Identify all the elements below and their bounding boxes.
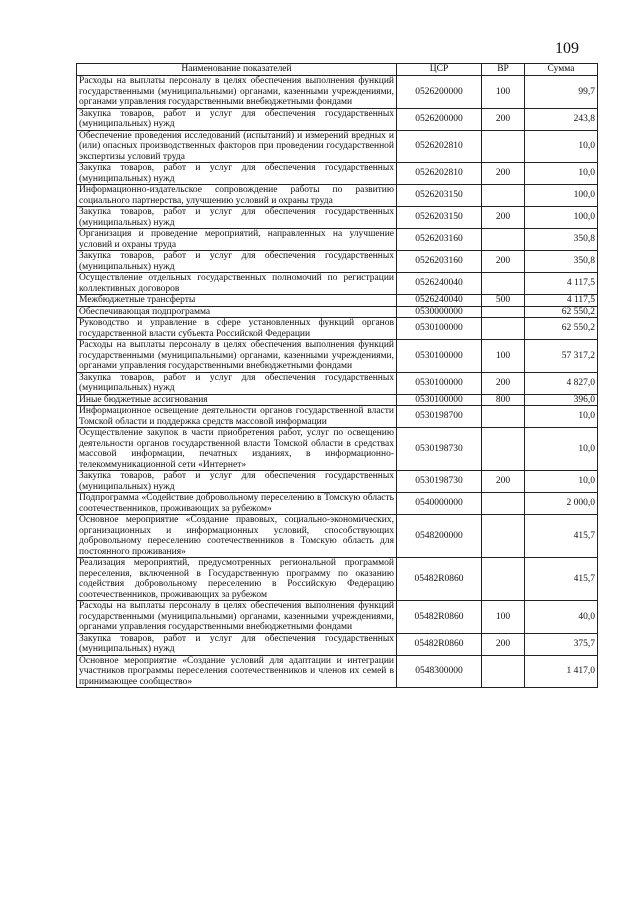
cell-csr: 0530100000: [397, 394, 482, 406]
cell-vr: [482, 515, 525, 558]
table-row: [77, 493, 598, 515]
cell-vr: [482, 273, 525, 295]
cell-csr: 0530100000: [397, 318, 482, 340]
table-header-row: [77, 64, 598, 76]
cell-vr: 100: [482, 601, 525, 634]
cell-name: Обеспечивающая подпрограмма: [77, 306, 397, 318]
header-name: Наименование показателей: [77, 64, 397, 76]
table-row: [77, 406, 598, 428]
cell-vr: 200: [482, 207, 525, 229]
table-row: [77, 394, 598, 406]
cell-csr: 05482R0860: [397, 558, 482, 601]
cell-name: Основное мероприятие «Создание условий для адаптации и интеграции участников программы переселения соотечественников и членов их семей в принимающее сообщество»: [77, 655, 397, 688]
cell-sum: 99,7: [525, 76, 598, 109]
cell-csr: 0530100000: [397, 340, 482, 373]
cell-name: Информационно-издательское сопровождение работы по развитию социального партнерства, улучшению условий и охраны труда: [77, 185, 397, 207]
cell-vr: 800: [482, 394, 525, 406]
cell-name: Осуществление закупок в части приобретения работ, услуг по освещению деятельности органов государственной власти Томской области в средствах массовой информации, печатных изданиях, в информационно-телекоммуникационной сети «Интернет»: [77, 428, 397, 471]
cell-csr: 0526203160: [397, 251, 482, 273]
cell-sum: 10,0: [525, 406, 598, 428]
cell-csr: 0526202810: [397, 130, 482, 163]
cell-sum: 62 550,2: [525, 306, 598, 318]
cell-name: Закупка товаров, работ и услуг для обеспечения государственных (муниципальных) нужд: [77, 372, 397, 394]
cell-csr: 0530198730: [397, 471, 482, 493]
cell-csr: 0526202810: [397, 163, 482, 185]
cell-name: Закупка товаров, работ и услуг для обеспечения государственных (муниципальных) нужд: [77, 163, 397, 185]
cell-csr: 0548200000: [397, 515, 482, 558]
cell-sum: 4 827,0: [525, 372, 598, 394]
table-row: [77, 340, 598, 373]
table-row: [77, 229, 598, 251]
cell-sum: 10,0: [525, 471, 598, 493]
cell-vr: 200: [482, 471, 525, 493]
cell-sum: 4 117,5: [525, 273, 598, 295]
cell-csr: 0530100000: [397, 372, 482, 394]
table-row: [77, 601, 598, 634]
table-row: [77, 655, 598, 688]
header-vr: ВР: [482, 64, 525, 76]
cell-name: Организация и проведение мероприятий, направленных на улучшение условий и охраны труда: [77, 229, 397, 251]
cell-vr: [482, 306, 525, 318]
cell-sum: 350,8: [525, 229, 598, 251]
cell-vr: 100: [482, 76, 525, 109]
cell-name: Иные бюджетные ассигнования: [77, 394, 397, 406]
cell-name: Информационное освещение деятельности органов государственной власти Томской области и поддержка средств массовой информации: [77, 406, 397, 428]
table-body: [77, 76, 598, 688]
table-row: [77, 558, 598, 601]
cell-vr: 100: [482, 340, 525, 373]
cell-vr: 200: [482, 163, 525, 185]
cell-csr: 0526200000: [397, 76, 482, 109]
cell-sum: 100,0: [525, 207, 598, 229]
table-row: [77, 163, 598, 185]
cell-csr: 0526240040: [397, 295, 482, 307]
cell-sum: 40,0: [525, 601, 598, 634]
table-row: [77, 76, 598, 109]
cell-csr: 05482R0860: [397, 633, 482, 655]
cell-name: Подпрограмма «Содействие добровольному переселению в Томскую область соотечественников, проживающих за рубежом»: [77, 493, 397, 515]
table-row: [77, 372, 598, 394]
table-row: [77, 471, 598, 493]
cell-name: Обеспечение проведения исследований (испытаний) и измерений вредных и (или) опасных производственных факторов при проведении государственной экспертизы условий труда: [77, 130, 397, 163]
budget-table: [76, 63, 598, 688]
cell-name: Закупка товаров, работ и услуг для обеспечения государственных (муниципальных) нужд: [77, 633, 397, 655]
cell-sum: 415,7: [525, 515, 598, 558]
cell-sum: 100,0: [525, 185, 598, 207]
cell-name: Закупка товаров, работ и услуг для обеспечения государственных (муниципальных) нужд: [77, 251, 397, 273]
cell-sum: 4 117,5: [525, 295, 598, 307]
cell-vr: [482, 655, 525, 688]
cell-sum: 415,7: [525, 558, 598, 601]
cell-sum: 10,0: [525, 130, 598, 163]
table-row: [77, 306, 598, 318]
cell-sum: 243,8: [525, 108, 598, 130]
cell-sum: 62 550,2: [525, 318, 598, 340]
table-row: [77, 251, 598, 273]
cell-csr: 0526200000: [397, 108, 482, 130]
header-sum: Сумма: [525, 64, 598, 76]
cell-name: Расходы на выплаты персоналу в целях обеспечения выполнения функций государственными (муниципальными) органами, казенными учреждениями, органами управления государственными внебюджетными фондами: [77, 340, 397, 373]
header-csr: ЦСР: [397, 64, 482, 76]
cell-vr: [482, 558, 525, 601]
cell-csr: 0548300000: [397, 655, 482, 688]
table-row: [77, 185, 598, 207]
cell-name: Руководство и управление в сфере установленных функций органов государственной власти субъекта Российской Федерации: [77, 318, 397, 340]
cell-sum: 10,0: [525, 428, 598, 471]
cell-name: Закупка товаров, работ и услуг для обеспечения государственных (муниципальных) нужд: [77, 108, 397, 130]
cell-sum: 10,0: [525, 163, 598, 185]
cell-name: Основное мероприятие «Создание правовых, социально-экономических, организационных и информационных условий, способствующих добровольному переселению соотечественников в Томскую область для постоянного проживания»: [77, 515, 397, 558]
cell-csr: 05482R0860: [397, 601, 482, 634]
table-row: [77, 108, 598, 130]
cell-sum: 350,8: [525, 251, 598, 273]
cell-name: Межбюджетные трансферты: [77, 295, 397, 307]
cell-csr: 0526203150: [397, 207, 482, 229]
cell-vr: 200: [482, 251, 525, 273]
cell-vr: 200: [482, 633, 525, 655]
table-row: [77, 318, 598, 340]
cell-sum: 2 000,0: [525, 493, 598, 515]
cell-csr: 0530000000: [397, 306, 482, 318]
table-row: [77, 130, 598, 163]
table-row: [77, 428, 598, 471]
cell-vr: [482, 318, 525, 340]
cell-sum: 57 317,2: [525, 340, 598, 373]
cell-sum: 396,0: [525, 394, 598, 406]
cell-vr: [482, 130, 525, 163]
page-number: 109: [555, 40, 579, 57]
cell-sum: 375,7: [525, 633, 598, 655]
cell-csr: 0540000000: [397, 493, 482, 515]
cell-csr: 0526203150: [397, 185, 482, 207]
cell-csr: 0530198700: [397, 406, 482, 428]
cell-vr: [482, 185, 525, 207]
table-row: [77, 295, 598, 307]
cell-name: Расходы на выплаты персоналу в целях обеспечения выполнения функций государственными (муниципальными) органами, казенными учреждениями, органами управления государственными внебюджетными фондами: [77, 601, 397, 634]
cell-csr: 0526240040: [397, 273, 482, 295]
cell-name: Расходы на выплаты персоналу в целях обеспечения выполнения функций государственными (муниципальными) органами, казенными учреждениями, органами управления государственными внебюджетными фондами: [77, 76, 397, 109]
cell-csr: 0530198730: [397, 428, 482, 471]
table-row: [77, 207, 598, 229]
cell-name: Реализация мероприятий, предусмотренных региональной программой переселения, включенной в Государственную программу по оказанию содействия добровольному переселению в Российскую Федерацию соотечественников, проживающих за рубежом: [77, 558, 397, 601]
cell-name: Закупка товаров, работ и услуг для обеспечения государственных (муниципальных) нужд: [77, 207, 397, 229]
cell-vr: [482, 406, 525, 428]
table-row: [77, 273, 598, 295]
table-row: [77, 515, 598, 558]
cell-vr: 200: [482, 372, 525, 394]
table-row: [77, 633, 598, 655]
cell-name: Осуществление отдельных государственных полномочий по регистрации коллективных договоров: [77, 273, 397, 295]
cell-sum: 1 417,0: [525, 655, 598, 688]
cell-name: Закупка товаров, работ и услуг для обеспечения государственных (муниципальных) нужд: [77, 471, 397, 493]
cell-vr: [482, 428, 525, 471]
cell-vr: [482, 493, 525, 515]
cell-vr: 500: [482, 295, 525, 307]
cell-vr: 200: [482, 108, 525, 130]
cell-vr: [482, 229, 525, 251]
cell-csr: 0526203160: [397, 229, 482, 251]
